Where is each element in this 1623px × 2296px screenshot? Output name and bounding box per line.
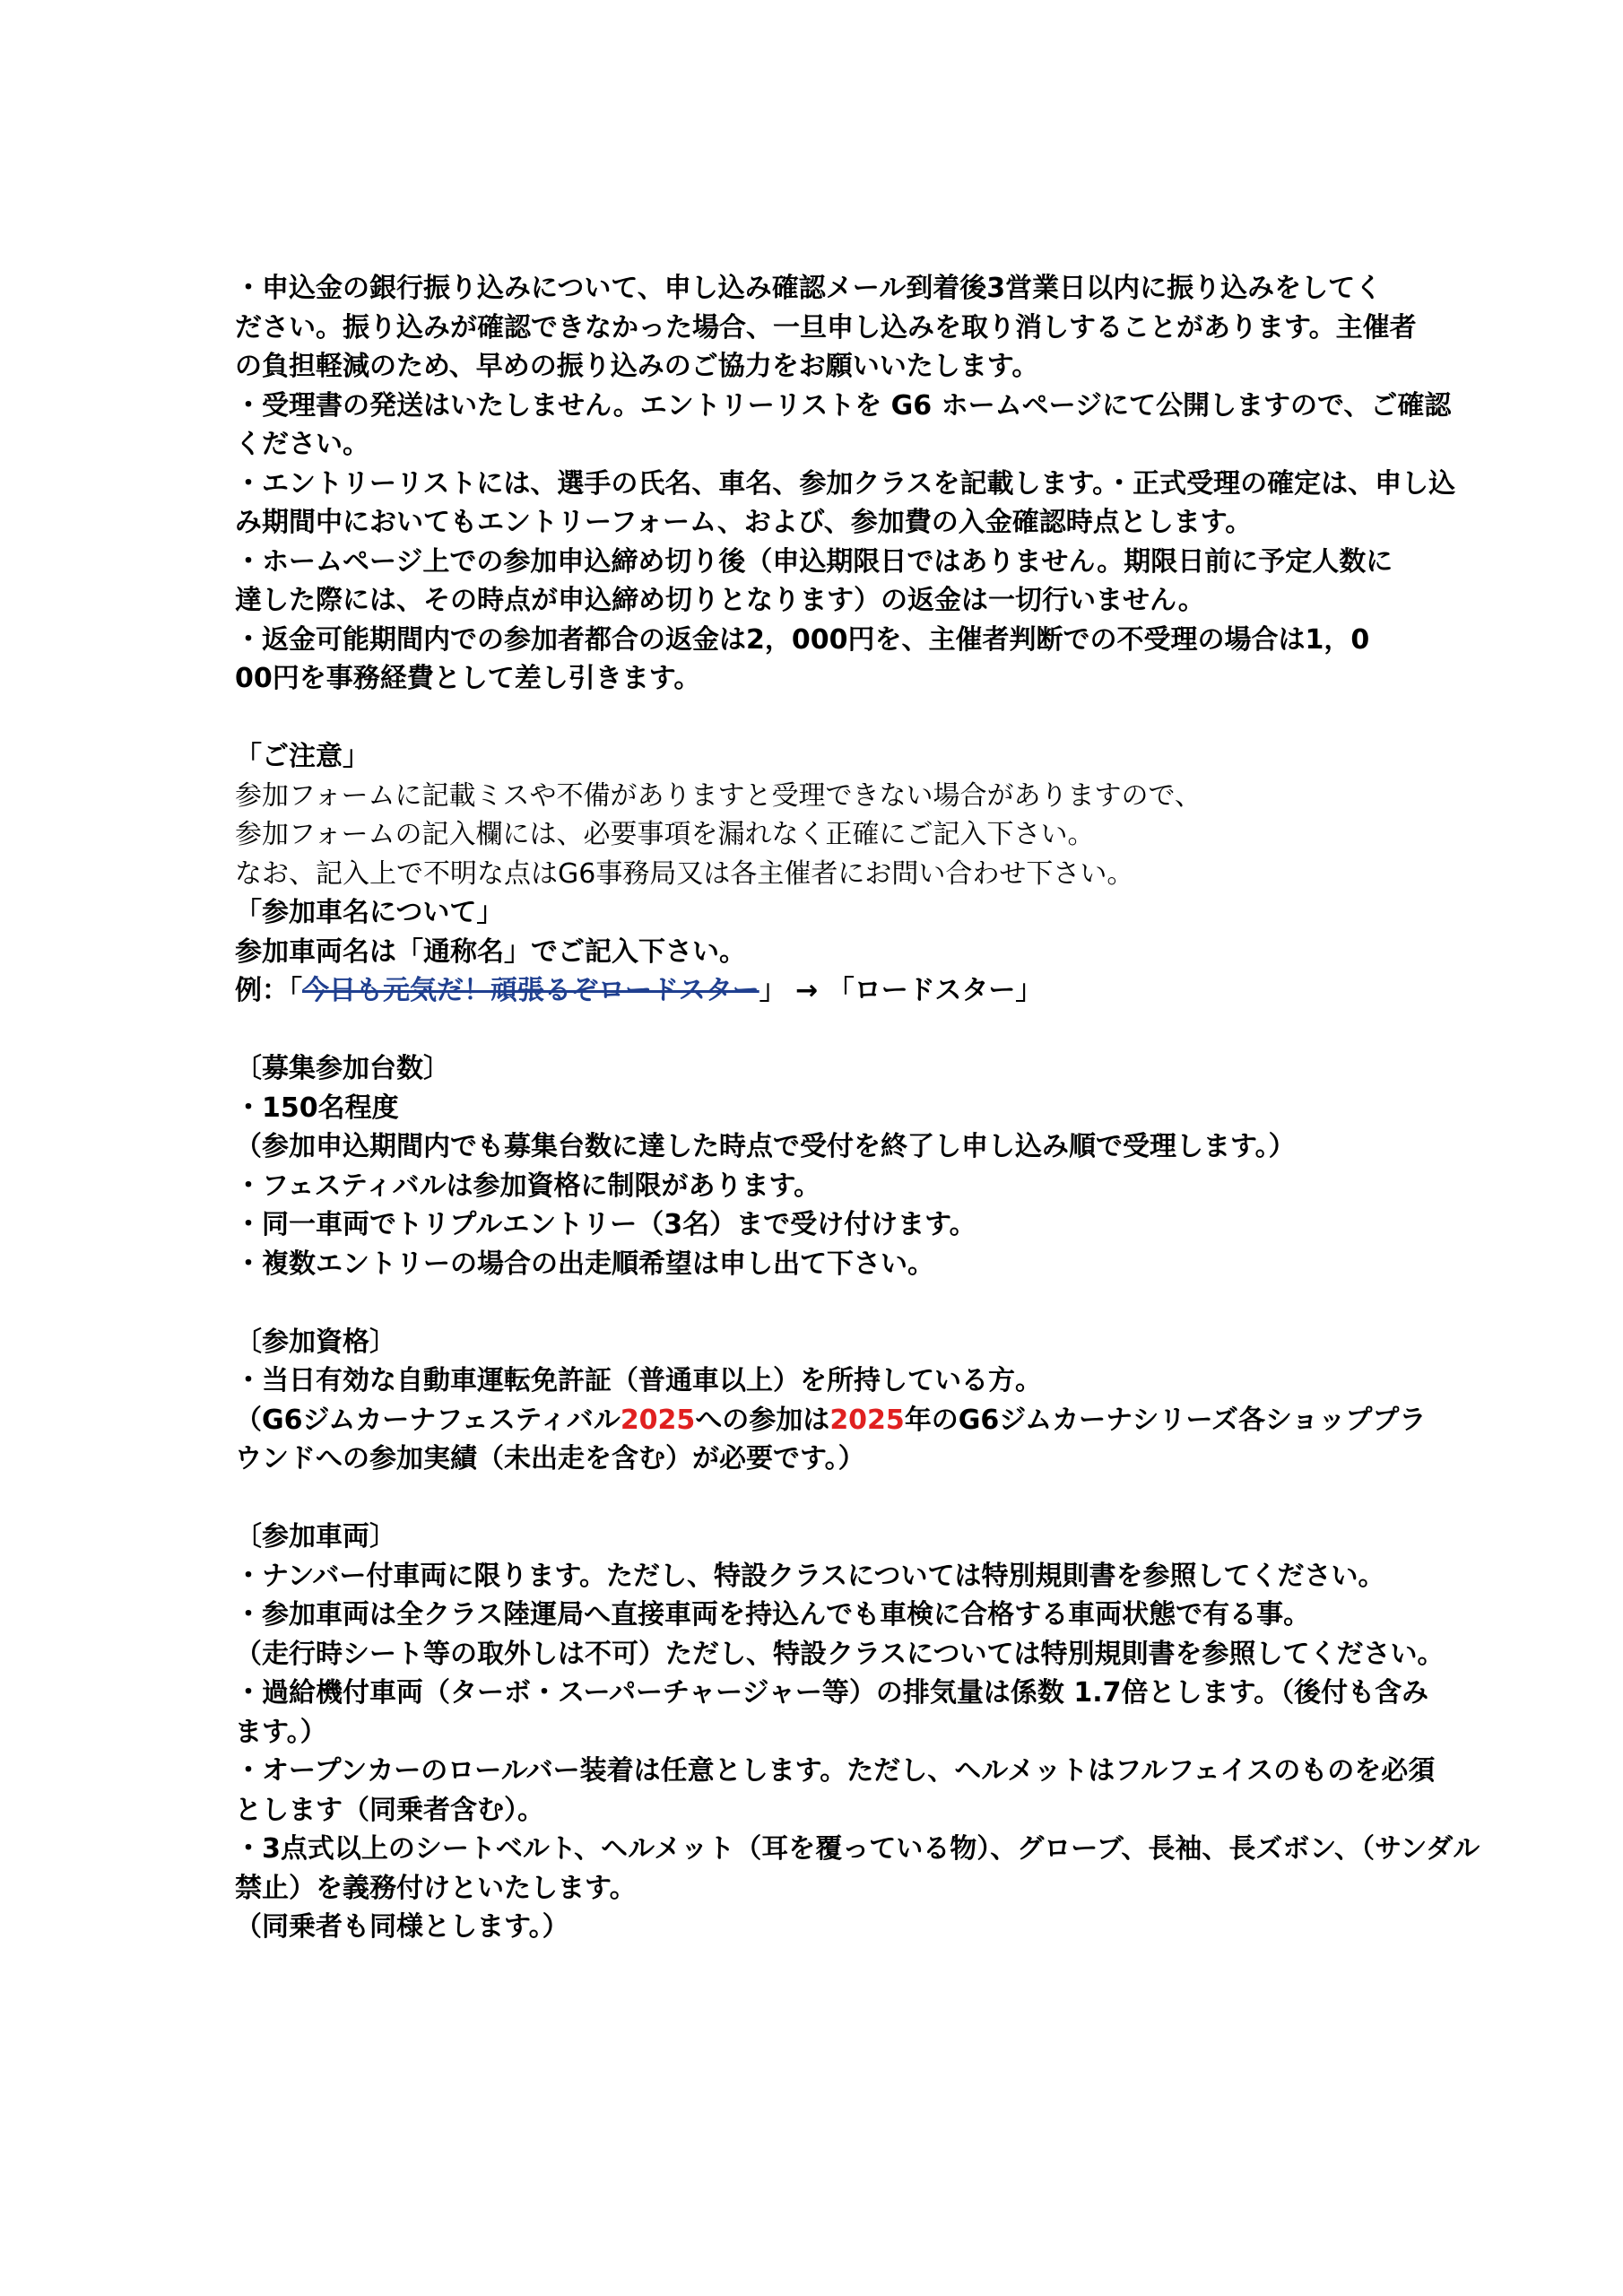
vehicle-line: とします（同乗者含む）。 [235, 1794, 544, 1826]
notice-line: 参加フォームに記載ミスや不備がありますと受理できない場合がありますので、 [235, 779, 1202, 812]
notice-line: 参加フォームの記入欄には、必要事項を漏れなく正確にご記入下さい。 [235, 819, 1095, 850]
vehicle-line: （同乗者も同様とします。） [235, 1911, 569, 1943]
vehicle-line: ・ナンバー付車両に限ります。ただし、特設クラスについては特別規則書を参照してください。 [235, 1560, 1385, 1592]
recruit-line: ・同一車両でトリプルエントリー（3名）まで受け付けます。 [235, 1209, 976, 1240]
example-suffix: 」 → 「ロードスター」 [759, 975, 1043, 1006]
payment-line: 達した際には、その時点が申込締め切りとなります）の返金は一切行いません。 [235, 585, 1205, 616]
qualification-text: （G6ジムカーナフェスティバル [235, 1404, 621, 1436]
payment-line: ・申込金の銀行振り込みについて、申し込み確認メール到着後3営業日以内に振り込みをしてく [235, 273, 1383, 304]
payment-line: ・受理書の発送はいたしません。エントリーリストを G6 ホームページにて公開しますので、ご確認 [235, 389, 1452, 422]
recruit-section [235, 1049, 1401, 1283]
recruit-line: ・複数エントリーの場合の出走順希望は申し出て下さい。 [235, 1248, 934, 1280]
vehicle-section [235, 1518, 1480, 1947]
payment-line: ください。 [235, 429, 369, 460]
recruit-title: 〔募集参加台数〕 [235, 1053, 450, 1084]
document-body [235, 269, 1480, 1947]
qualification-line: ・当日有効な自動車運転免許証（普通車以上）を所持している方。 [235, 1365, 1042, 1396]
payment-line: ださい。振り込みが確認できなかった場合、一旦申し込みを取り消しすることがあります。主催者 [235, 311, 1417, 344]
vehicle-line: ・オープンカーのロールバー装着は任意とします。ただし、ヘルメットはフルフェイスのものを必須 [235, 1755, 1436, 1787]
car-name-section [235, 893, 1401, 1011]
qualification-line [235, 1401, 1427, 1440]
payment-line: ・ホームページ上での参加申込締め切り後（申込期限日ではありません。期限日前に予定人数に [235, 545, 1393, 578]
spacer [235, 699, 1401, 738]
car-name-title: 「参加車名について」 [235, 897, 504, 928]
recruit-line: ・フェスティバルは参加資格に制限があります。 [235, 1170, 821, 1202]
example-strikethrough: 今日も元気だ！頑張るぞロードスター [302, 975, 759, 1006]
qualification-title: 〔参加資格〕 [235, 1326, 396, 1358]
vehicle-line: 禁止）を義務付けといたします。 [235, 1872, 637, 1904]
qualification-section [235, 1323, 1427, 1479]
qualification-text: 年のG6ジムカーナシリーズ各ショッププラ [904, 1404, 1427, 1436]
payment-section [235, 269, 1456, 699]
qualification-text: への参加は [695, 1404, 830, 1436]
example-prefix: 例：「 [235, 975, 302, 1006]
vehicle-line: （走行時シート等の取外しは不可）ただし、特設クラスについては特別規則書を参照してください。 [235, 1638, 1445, 1670]
car-name-line: 参加車両名は「通称名」でご記入下さい。 [235, 935, 746, 968]
qualification-line: ウンドへの参加実績（未出走を含む）が必要です。） [235, 1443, 865, 1474]
vehicle-line: ・3点式以上のシートベルト、ヘルメット（耳を覆っている物）、グローブ、長袖、長ズボン、（サンダル [235, 1833, 1480, 1865]
vehicle-line: ・過給機付車両（ターボ・スーパーチャージャー等）の排気量は係数 1.7倍とします。（後付も含み [235, 1677, 1429, 1709]
recruit-line: ・150名程度 [235, 1091, 399, 1124]
payment-line: 00円を事務経費として差し引きます。 [235, 663, 701, 694]
notice-title: 「ご注意」 [235, 741, 369, 772]
payment-line: の負担軽減のため、早めの振り込みのご協力をお願いいたします。 [235, 351, 1039, 382]
vehicle-title: 〔参加車両〕 [235, 1521, 396, 1552]
year-highlight: 2025 [620, 1404, 696, 1436]
payment-line: み期間中においてもエントリーフォーム、および、参加費の入金確認時点とします。 [235, 507, 1253, 538]
notice-section [235, 737, 1401, 893]
spacer [235, 1011, 1401, 1050]
car-name-example [235, 971, 1401, 1011]
year-highlight: 2025 [829, 1404, 905, 1436]
spacer [235, 1479, 1401, 1518]
vehicle-line: ます。） [235, 1716, 327, 1748]
vehicle-line: ・参加車両は全クラス陸運局へ直接車両を持込んでも車検に合格する車両状態で有る事。 [235, 1599, 1311, 1631]
payment-line: ・エントリーリストには、選手の氏名、車名、参加クラスを記載します。・正式受理の確定は、申し込 [235, 467, 1456, 500]
payment-line: ・返金可能期間内での参加者都合の返金は2，000円を、主催者判断での不受理の場合は1，0 [235, 623, 1370, 656]
spacer [235, 1283, 1401, 1323]
notice-line: なお、記入上で不明な点はG6事務局又は各主催者にお問い合わせ下さい。 [235, 857, 1134, 890]
recruit-line: （参加申込期間内でも募集台数に達した時点で受付を終了し申し込み順で受理します。） [235, 1131, 1296, 1162]
